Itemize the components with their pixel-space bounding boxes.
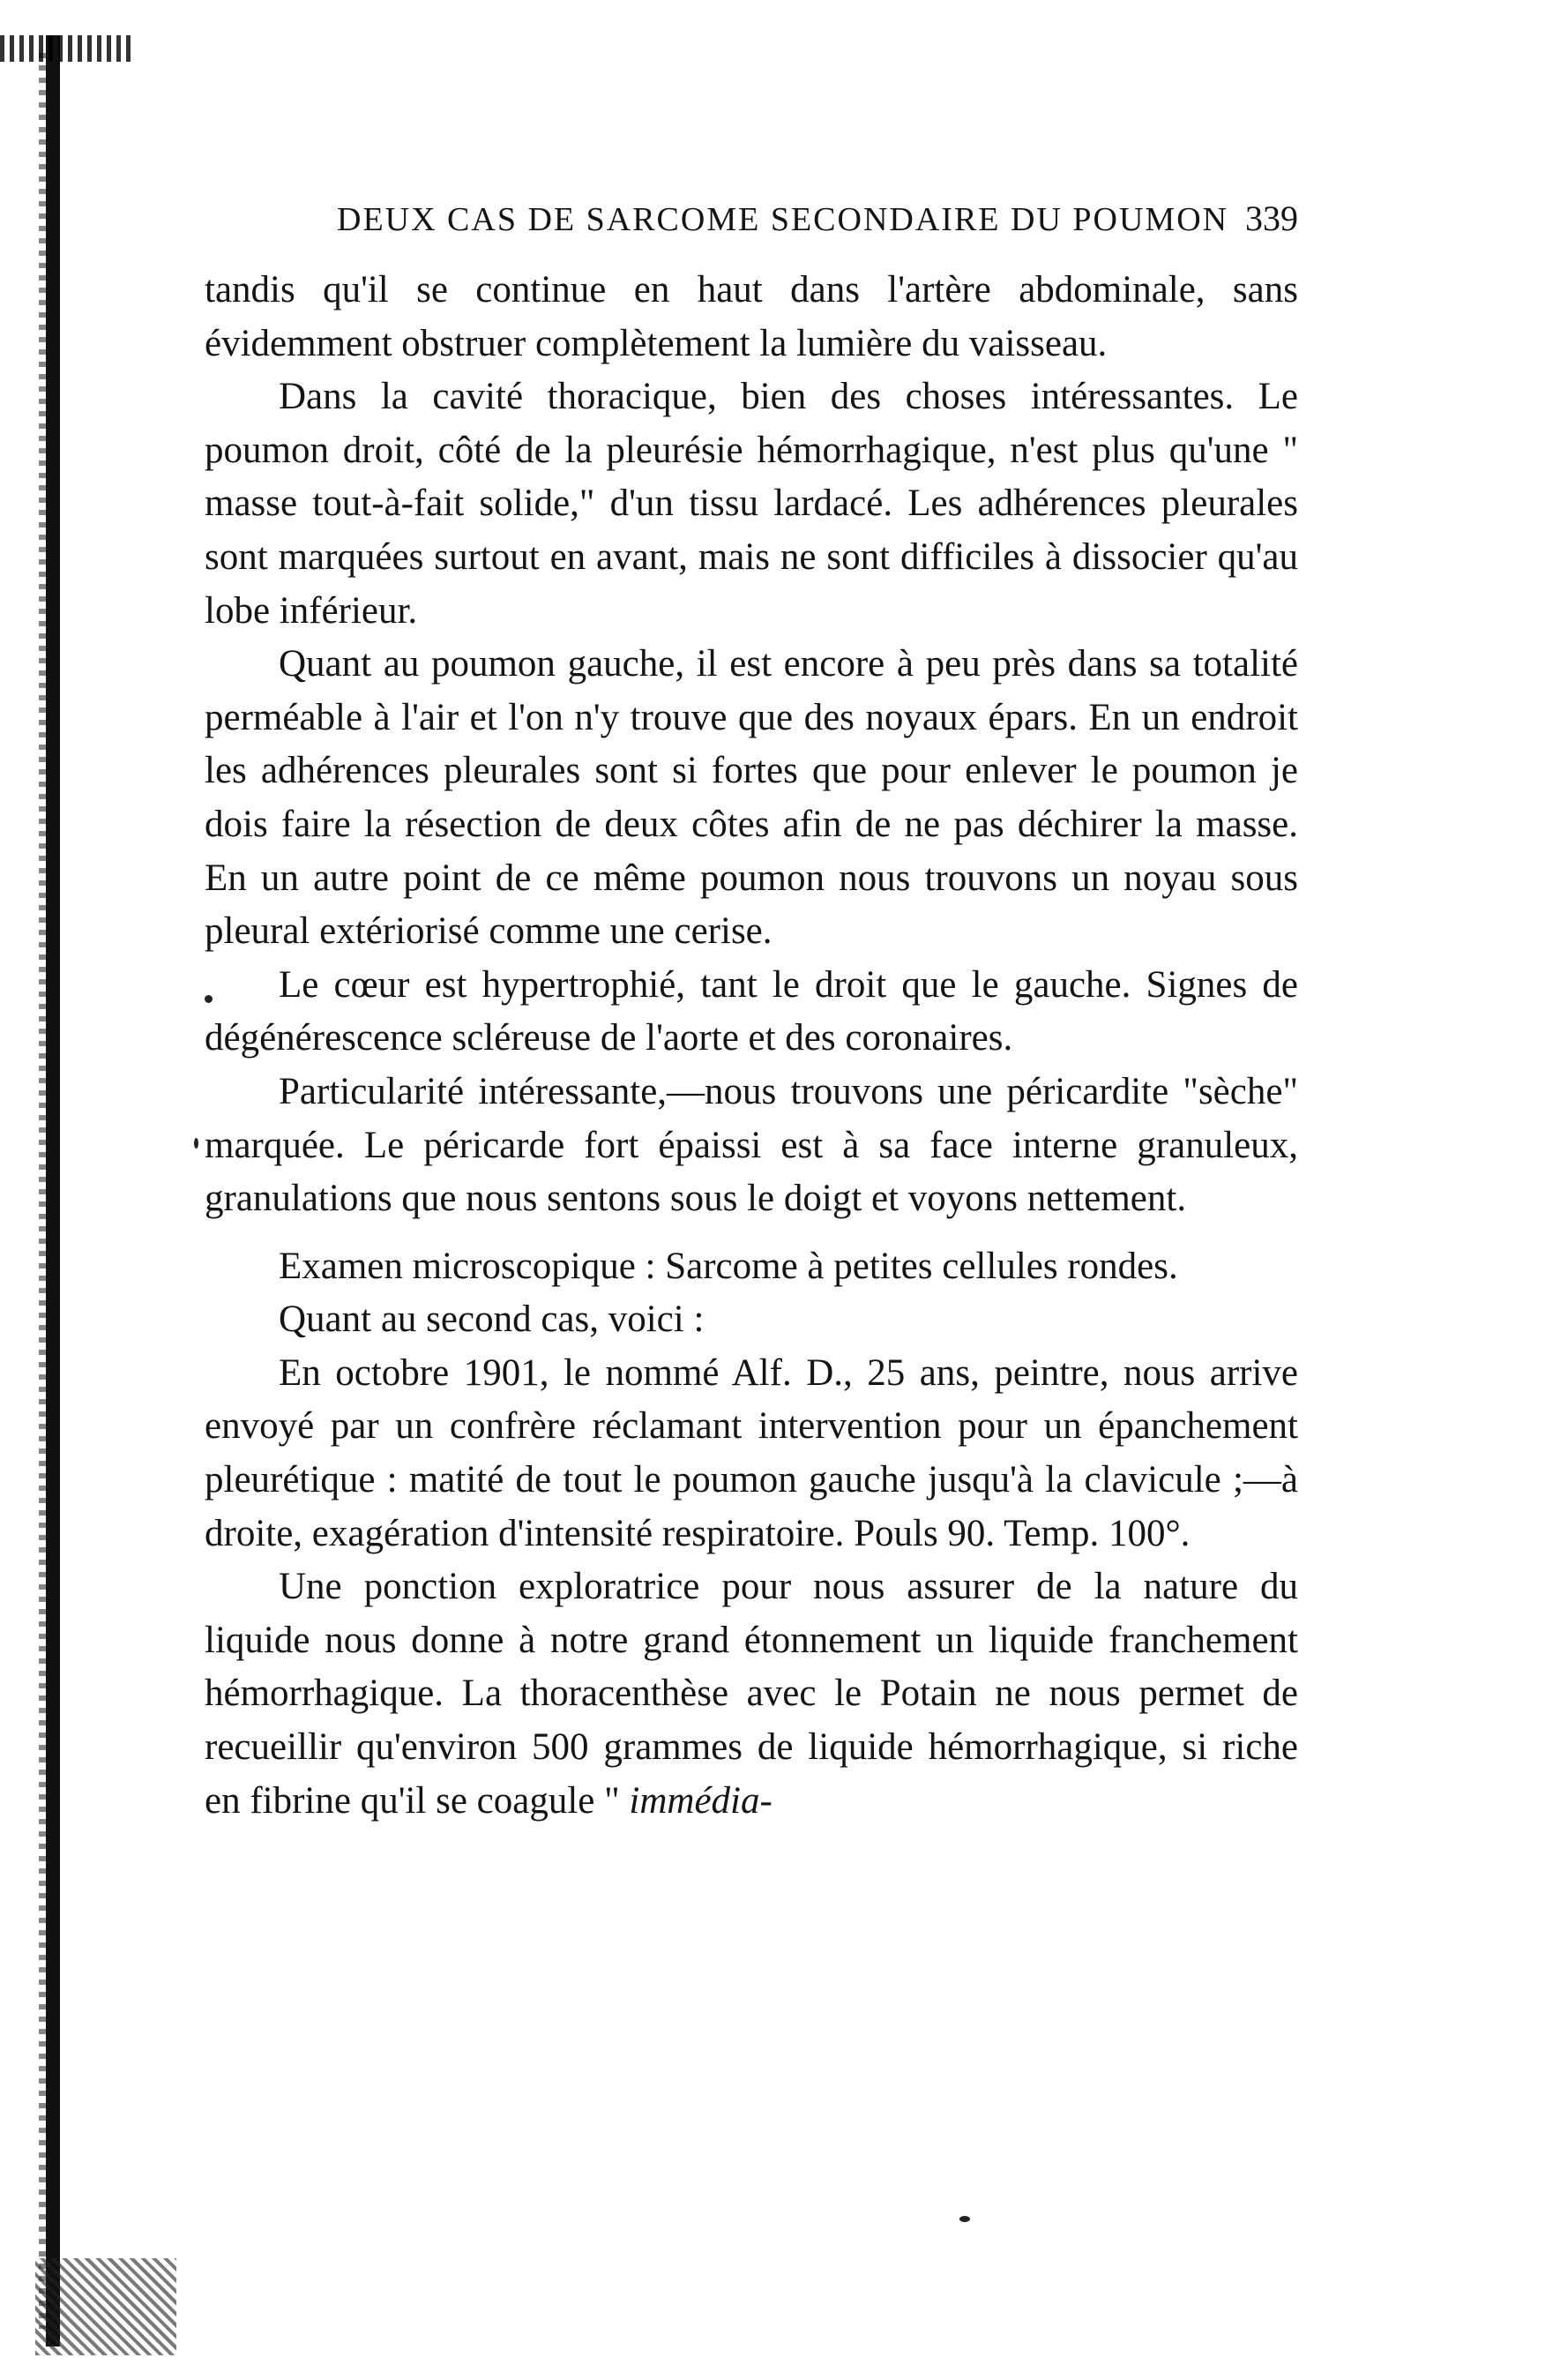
paragraph: Le cœur est hypertrophié, tant le droit que le gauche. Signes de dégénérescence scléreuse de l'aorte et des coronaires. <box>205 963 1298 1059</box>
ink-speck <box>959 2216 970 2222</box>
ink-speck <box>194 1138 198 1149</box>
paragraph-gap <box>205 1226 1298 1240</box>
body-text <box>205 264 1298 1828</box>
paragraph: Quant au second cas, voici : <box>279 1299 705 1341</box>
paragraph: Dans la cavité thoracique, bien des choses intéressantes. Le poumon droit, côté de la pleurésie hémorrhagique, n'est plus qu'une " masse tout-à-fait solide," d'un tissu lardacé. Les adhérences pleurales sont marquées surtout en avant, mais ne sont difficiles à dissocier qu'au lobe inférieur. <box>205 376 1298 632</box>
binding-bottom-fray <box>35 2258 176 2355</box>
paragraph: Examen microscopique : Sarcome à petites cellules rondes. <box>279 1245 1178 1287</box>
paragraph: Particularité intéressante,—nous trouvons une péricardite "sèche" marquée. Le péricarde fort épaissi est à sa face interne granuleux, granulations que nous sentons sous le doigt et voyons nettement. <box>205 1070 1298 1220</box>
paragraph: Quant au poumon gauche, il est encore à peu près dans sa totalité perméable à l'air et l'on n'y trouve que des noyaux épars. En un endroit les adhérences pleurales sont si fortes que pour enlever le poumon je dois faire la résection de deux côtes afin de ne pas déchirer la masse. En un autre point de ce même poumon nous trouvons un noyau sous pleural extériorisé comme une cerise. <box>205 643 1298 953</box>
running-title: DEUX CAS DE SARCOME SECONDAIRE DU POUMON <box>337 201 1229 238</box>
paragraph: En octobre 1901, le nommé Alf. D., 25 ans, peintre, nous arrive envoyé par un confrère réclamant intervention pour un épanchement pleurétique : matité de tout le poumon gauche jusqu'à la clavicule ;—à droite, exagération d'intensité respiratoire. Pouls 90. Temp. 100°. <box>205 1351 1298 1554</box>
paragraph: Une ponction exploratrice pour nous assurer de la nature du liquide nous donne à notre grand étonnement un liquide franchement hémorrhagique. La thoracenthèse avec le Potain ne nous permet de recueillir qu'environ 500 grammes de liquide hémorrhagique, si riche en fibrine qu'il se coagule " immédia- <box>205 1566 1298 1822</box>
book-page <box>205 198 1298 1828</box>
binding-edge <box>46 35 60 2346</box>
running-head <box>205 198 1298 239</box>
page-number: 339 <box>1245 198 1298 238</box>
binding-shadow <box>39 53 46 2329</box>
italic-continuation: immédia- <box>629 1779 773 1822</box>
binding-top-fray <box>0 35 132 62</box>
paragraph: tandis qu'il se continue en haut dans l'artère abdominale, sans évidemment obstruer complètement la lumière du vaisseau. <box>205 269 1298 364</box>
